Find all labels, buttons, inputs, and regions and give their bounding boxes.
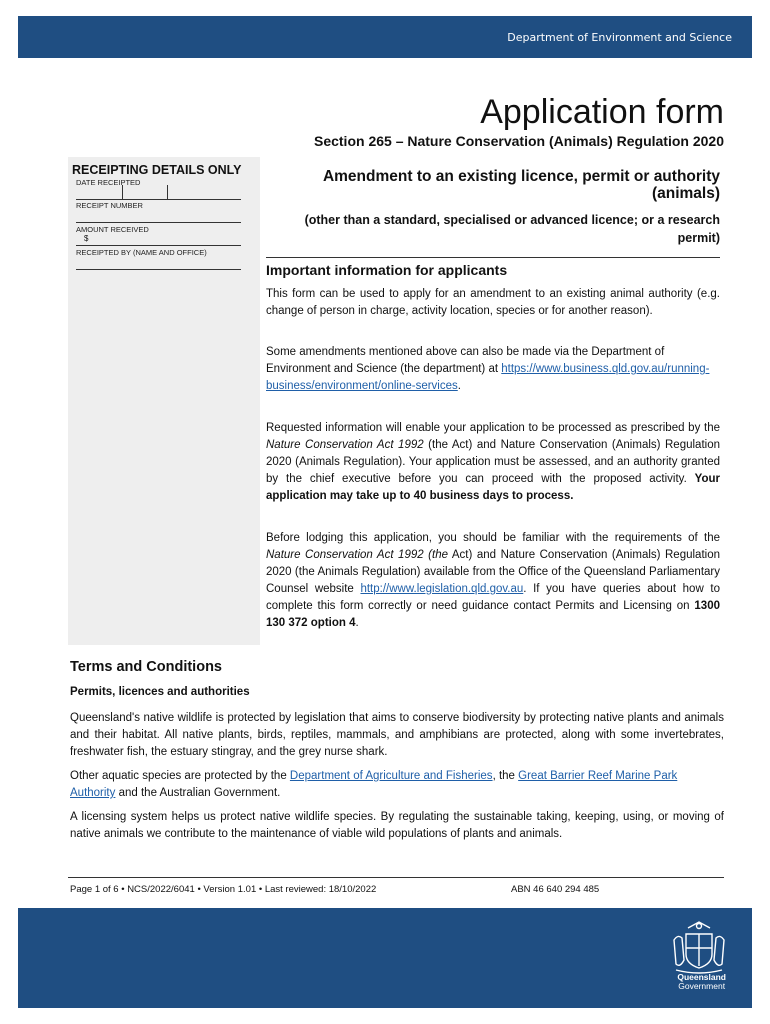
important-info-heading: Important information for applicants [266, 262, 508, 278]
department-name: Department of Environment and Science [507, 31, 732, 44]
form-subtitle: (other than a standard, specialised or advanced licence; or a research permit) [304, 213, 720, 245]
permits-subheading: Permits, licences and authorities [70, 686, 250, 698]
abn-number: ABN 46 640 294 485 [511, 884, 600, 895]
dollar-sign: $ [84, 234, 89, 243]
divider [266, 257, 720, 258]
page-subtitle: Section 265 – Nature Conservation (Animals) Regulation 2020 [313, 133, 724, 149]
date-divider [122, 185, 123, 199]
receipt-number-field[interactable] [76, 222, 241, 223]
agriculture-fisheries-link[interactable]: Department of Agriculture and Fisheries [289, 770, 493, 782]
terms-para-2: Other aquatic species are protected by the Department of Agriculture and Fisheries, the Great Barrier Reef Marine Park Authority and the Australian Government. [70, 770, 678, 799]
logo-wordmark: Queensland Government [677, 972, 726, 991]
terms-para-3: A licensing system helps us protect native wildlife species. By regulating the sustainable taking, keeping, using, or moving of native animals we contribute to the maintenance of viable wild populations of plants and animals. [70, 811, 724, 840]
important-para-2: Some amendments mentioned above can also be made via the Department of Environment and Science (the department) at https://www.business.qld.gov.au/running-business/environment/online-services. [266, 346, 710, 392]
terms-heading: Terms and Conditions [70, 659, 222, 675]
receipted-by-field[interactable] [76, 269, 241, 270]
header-band [18, 16, 752, 58]
important-para-3: Requested information will enable your application to be processed as prescribed by the Nature Conservation Act 1992 (the Act) and Nature Conservation (Animals) Regulation 2020 (Animals Regulation). Your application must be assessed, and an authority granted by the chief executive before you can proceed with the proposed activity. Your application may take up to 40 business days to process. [266, 422, 721, 502]
important-para-4: Before lodging this application, you should be familiar with the requirements of the Nature Conservation Act 1992 (the Act) and Nature Conservation (Animals) Regulation 2020 (the Animals Regulation) available from the Office of the Queensland Parliamentary Counsel website http://www.legislation.qld.gov.au. If you have queries about how to complete this form correctly or need guidance contact Permits and Licensing on 1300 130 372 option 4. [266, 532, 720, 629]
reef-authority-link[interactable]: Great Barrier Reef Marine Park Authority [70, 770, 678, 799]
receipted-by-label: RECEIPTED BY (NAME AND OFFICE) [76, 248, 207, 257]
footer-divider [68, 877, 724, 878]
amount-received-field[interactable] [76, 245, 241, 246]
date-receipted-field[interactable] [76, 199, 241, 200]
page-info: Page 1 of 6 • NCS/2022/6041 • Version 1.01 • Last reviewed: 18/10/2022 [70, 884, 377, 895]
online-services-link[interactable]: https://www.business.qld.gov.au/running-business/environment/online-services [266, 363, 710, 392]
receipting-panel [68, 157, 260, 645]
date-divider [167, 185, 168, 199]
receipt-number-label: RECEIPT NUMBER [76, 201, 143, 210]
important-para-1: This form can be used to apply for an amendment to an existing animal authority (e.g. change of person in charge, activity location, species or for another reason). [266, 288, 720, 317]
amount-received-label: AMOUNT RECEIVED [76, 225, 149, 234]
legislation-link[interactable]: http://www.legislation.qld.gov.au [360, 583, 524, 595]
receipting-heading: RECEIPTING DETAILS ONLY [72, 163, 242, 177]
footer-band [18, 908, 752, 1008]
date-receipted-label: DATE RECEIPTED [76, 178, 141, 187]
form-title: Amendment to an existing licence, permit or authority (animals) [322, 168, 720, 202]
terms-para-1: Queensland's native wildlife is protected by legislation that aims to conserve biodiversity by protecting native plants and animals and their habitat. All native plants, birds, reptiles, mammals, and amphibians are protected, along with some invertebrates, freshwater fish, the estuary stingray, and the grey nurse shark. [70, 712, 724, 758]
page-title: Application form [480, 93, 724, 131]
